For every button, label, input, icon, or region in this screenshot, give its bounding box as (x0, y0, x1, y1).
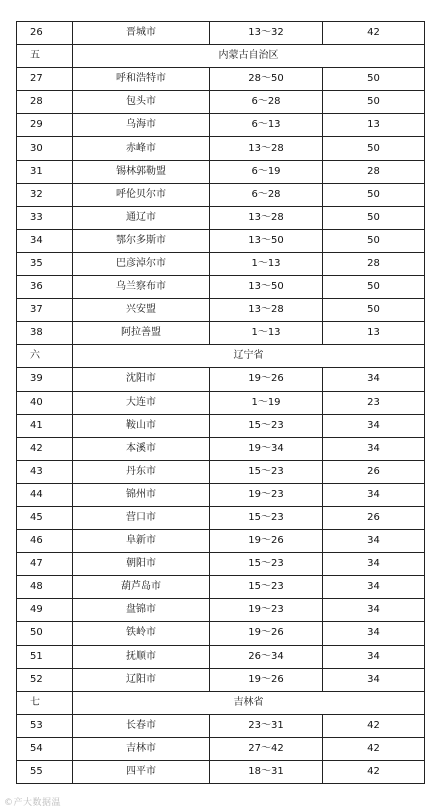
limit-value: 50 (323, 137, 425, 160)
range-value: 6～28 (210, 91, 323, 114)
range-value: 15～23 (210, 576, 323, 599)
table-row (17, 576, 425, 599)
table-row (17, 437, 425, 460)
row-number: 55 (17, 761, 73, 784)
range-value: 13～28 (210, 299, 323, 322)
range-value: 1～19 (210, 391, 323, 414)
city-name: 鄂尔多斯市 (73, 229, 210, 252)
limit-value: 42 (323, 22, 425, 45)
table-row (17, 322, 425, 345)
city-name: 营口市 (73, 506, 210, 529)
table-row (17, 229, 425, 252)
limit-value: 34 (323, 368, 425, 391)
range-value: 19～23 (210, 483, 323, 506)
range-value: 1～13 (210, 322, 323, 345)
limit-value: 50 (323, 206, 425, 229)
city-name: 辽阳市 (73, 668, 210, 691)
city-name: 盘锦市 (73, 599, 210, 622)
range-value: 15～23 (210, 553, 323, 576)
row-number: 30 (17, 137, 73, 160)
table-body (17, 22, 425, 784)
range-value: 6～13 (210, 114, 323, 137)
row-number: 29 (17, 114, 73, 137)
row-number: 51 (17, 645, 73, 668)
row-number: 42 (17, 437, 73, 460)
limit-value: 34 (323, 599, 425, 622)
row-number: 43 (17, 460, 73, 483)
table-row (17, 414, 425, 437)
limit-value: 13 (323, 322, 425, 345)
row-number: 44 (17, 483, 73, 506)
row-number: 33 (17, 206, 73, 229)
range-value: 19～26 (210, 668, 323, 691)
limit-value: 26 (323, 460, 425, 483)
limit-value: 34 (323, 645, 425, 668)
table-row (17, 114, 425, 137)
limit-value: 13 (323, 114, 425, 137)
limit-value: 50 (323, 299, 425, 322)
range-value: 13～50 (210, 276, 323, 299)
limit-value: 28 (323, 160, 425, 183)
range-value: 19～26 (210, 530, 323, 553)
range-value: 27～42 (210, 737, 323, 760)
limit-value: 34 (323, 414, 425, 437)
city-name: 包头市 (73, 91, 210, 114)
table-row (17, 391, 425, 414)
city-name: 锡林郭勒盟 (73, 160, 210, 183)
limit-value: 26 (323, 506, 425, 529)
row-number: 32 (17, 183, 73, 206)
table-row (17, 160, 425, 183)
section-number: 六 (17, 345, 73, 368)
range-value: 15～23 (210, 460, 323, 483)
table-row (17, 276, 425, 299)
limit-value: 34 (323, 668, 425, 691)
row-number: 47 (17, 553, 73, 576)
range-value: 13～28 (210, 137, 323, 160)
row-number: 48 (17, 576, 73, 599)
city-name: 巴彦淖尔市 (73, 252, 210, 275)
section-region-name: 吉林省 (73, 691, 425, 714)
table-row (17, 252, 425, 275)
city-name: 长春市 (73, 714, 210, 737)
city-name: 本溪市 (73, 437, 210, 460)
row-number: 37 (17, 299, 73, 322)
row-number: 36 (17, 276, 73, 299)
row-number: 26 (17, 22, 73, 45)
row-number: 31 (17, 160, 73, 183)
limit-value: 34 (323, 530, 425, 553)
city-name: 葫芦岛市 (73, 576, 210, 599)
city-name: 四平市 (73, 761, 210, 784)
range-value: 19～26 (210, 368, 323, 391)
table-row (17, 599, 425, 622)
range-value: 13～28 (210, 206, 323, 229)
city-name: 乌海市 (73, 114, 210, 137)
range-value: 13～32 (210, 22, 323, 45)
row-number: 46 (17, 530, 73, 553)
section-number: 五 (17, 45, 73, 68)
table-row (17, 368, 425, 391)
row-number: 38 (17, 322, 73, 345)
limit-value: 28 (323, 252, 425, 275)
table-row (17, 483, 425, 506)
limit-value: 34 (323, 553, 425, 576)
limit-value: 50 (323, 68, 425, 91)
table-row (17, 183, 425, 206)
table-row (17, 668, 425, 691)
range-value: 19～34 (210, 437, 323, 460)
city-name: 朝阳市 (73, 553, 210, 576)
row-number: 52 (17, 668, 73, 691)
section-header-row (17, 45, 425, 68)
section-region-name: 辽宁省 (73, 345, 425, 368)
row-number: 34 (17, 229, 73, 252)
range-value: 15～23 (210, 414, 323, 437)
range-value: 19～26 (210, 622, 323, 645)
table-row (17, 714, 425, 737)
limit-value: 34 (323, 622, 425, 645)
section-region-name: 内蒙古自治区 (73, 45, 425, 68)
row-number: 49 (17, 599, 73, 622)
limit-value: 42 (323, 714, 425, 737)
table-row (17, 91, 425, 114)
range-value: 26～34 (210, 645, 323, 668)
city-name: 兴安盟 (73, 299, 210, 322)
range-value: 13～50 (210, 229, 323, 252)
table-row (17, 137, 425, 160)
limit-value: 34 (323, 483, 425, 506)
limit-value: 42 (323, 761, 425, 784)
table-row (17, 68, 425, 91)
city-name: 乌兰察布市 (73, 276, 210, 299)
range-value: 1～13 (210, 252, 323, 275)
table-row (17, 206, 425, 229)
row-number: 28 (17, 91, 73, 114)
city-name: 通辽市 (73, 206, 210, 229)
section-number: 七 (17, 691, 73, 714)
row-number: 50 (17, 622, 73, 645)
table-row (17, 530, 425, 553)
city-name: 阜新市 (73, 530, 210, 553)
row-number: 41 (17, 414, 73, 437)
table-row (17, 460, 425, 483)
watermark-text: ©产大数据温 (4, 798, 62, 808)
table-row (17, 645, 425, 668)
section-header-row (17, 691, 425, 714)
range-value: 6～28 (210, 183, 323, 206)
city-name: 大连市 (73, 391, 210, 414)
range-value: 23～31 (210, 714, 323, 737)
city-name: 吉林市 (73, 737, 210, 760)
table-row (17, 553, 425, 576)
range-value: 6～19 (210, 160, 323, 183)
table-row (17, 506, 425, 529)
row-number: 54 (17, 737, 73, 760)
row-number: 27 (17, 68, 73, 91)
limit-value: 50 (323, 276, 425, 299)
city-name: 丹东市 (73, 460, 210, 483)
limit-value: 50 (323, 229, 425, 252)
city-name: 抚顺市 (73, 645, 210, 668)
limit-value: 50 (323, 183, 425, 206)
limit-value: 34 (323, 576, 425, 599)
table-row (17, 22, 425, 45)
range-value: 28～50 (210, 68, 323, 91)
limit-value: 34 (323, 437, 425, 460)
row-number: 53 (17, 714, 73, 737)
city-name: 晋城市 (73, 22, 210, 45)
range-value: 19～23 (210, 599, 323, 622)
limit-value: 23 (323, 391, 425, 414)
table-row (17, 622, 425, 645)
range-value: 15～23 (210, 506, 323, 529)
city-name: 阿拉善盟 (73, 322, 210, 345)
city-name: 锦州市 (73, 483, 210, 506)
row-number: 40 (17, 391, 73, 414)
city-name: 铁岭市 (73, 622, 210, 645)
table-row (17, 299, 425, 322)
table-row (17, 761, 425, 784)
row-number: 45 (17, 506, 73, 529)
row-number: 39 (17, 368, 73, 391)
city-name: 沈阳市 (73, 368, 210, 391)
city-name: 鞍山市 (73, 414, 210, 437)
limit-value: 42 (323, 737, 425, 760)
section-header-row (17, 345, 425, 368)
table-row (17, 737, 425, 760)
limit-value: 50 (323, 91, 425, 114)
city-name: 呼伦贝尔市 (73, 183, 210, 206)
data-table (16, 21, 425, 784)
range-value: 18～31 (210, 761, 323, 784)
city-name: 呼和浩特市 (73, 68, 210, 91)
row-number: 35 (17, 252, 73, 275)
city-name: 赤峰市 (73, 137, 210, 160)
